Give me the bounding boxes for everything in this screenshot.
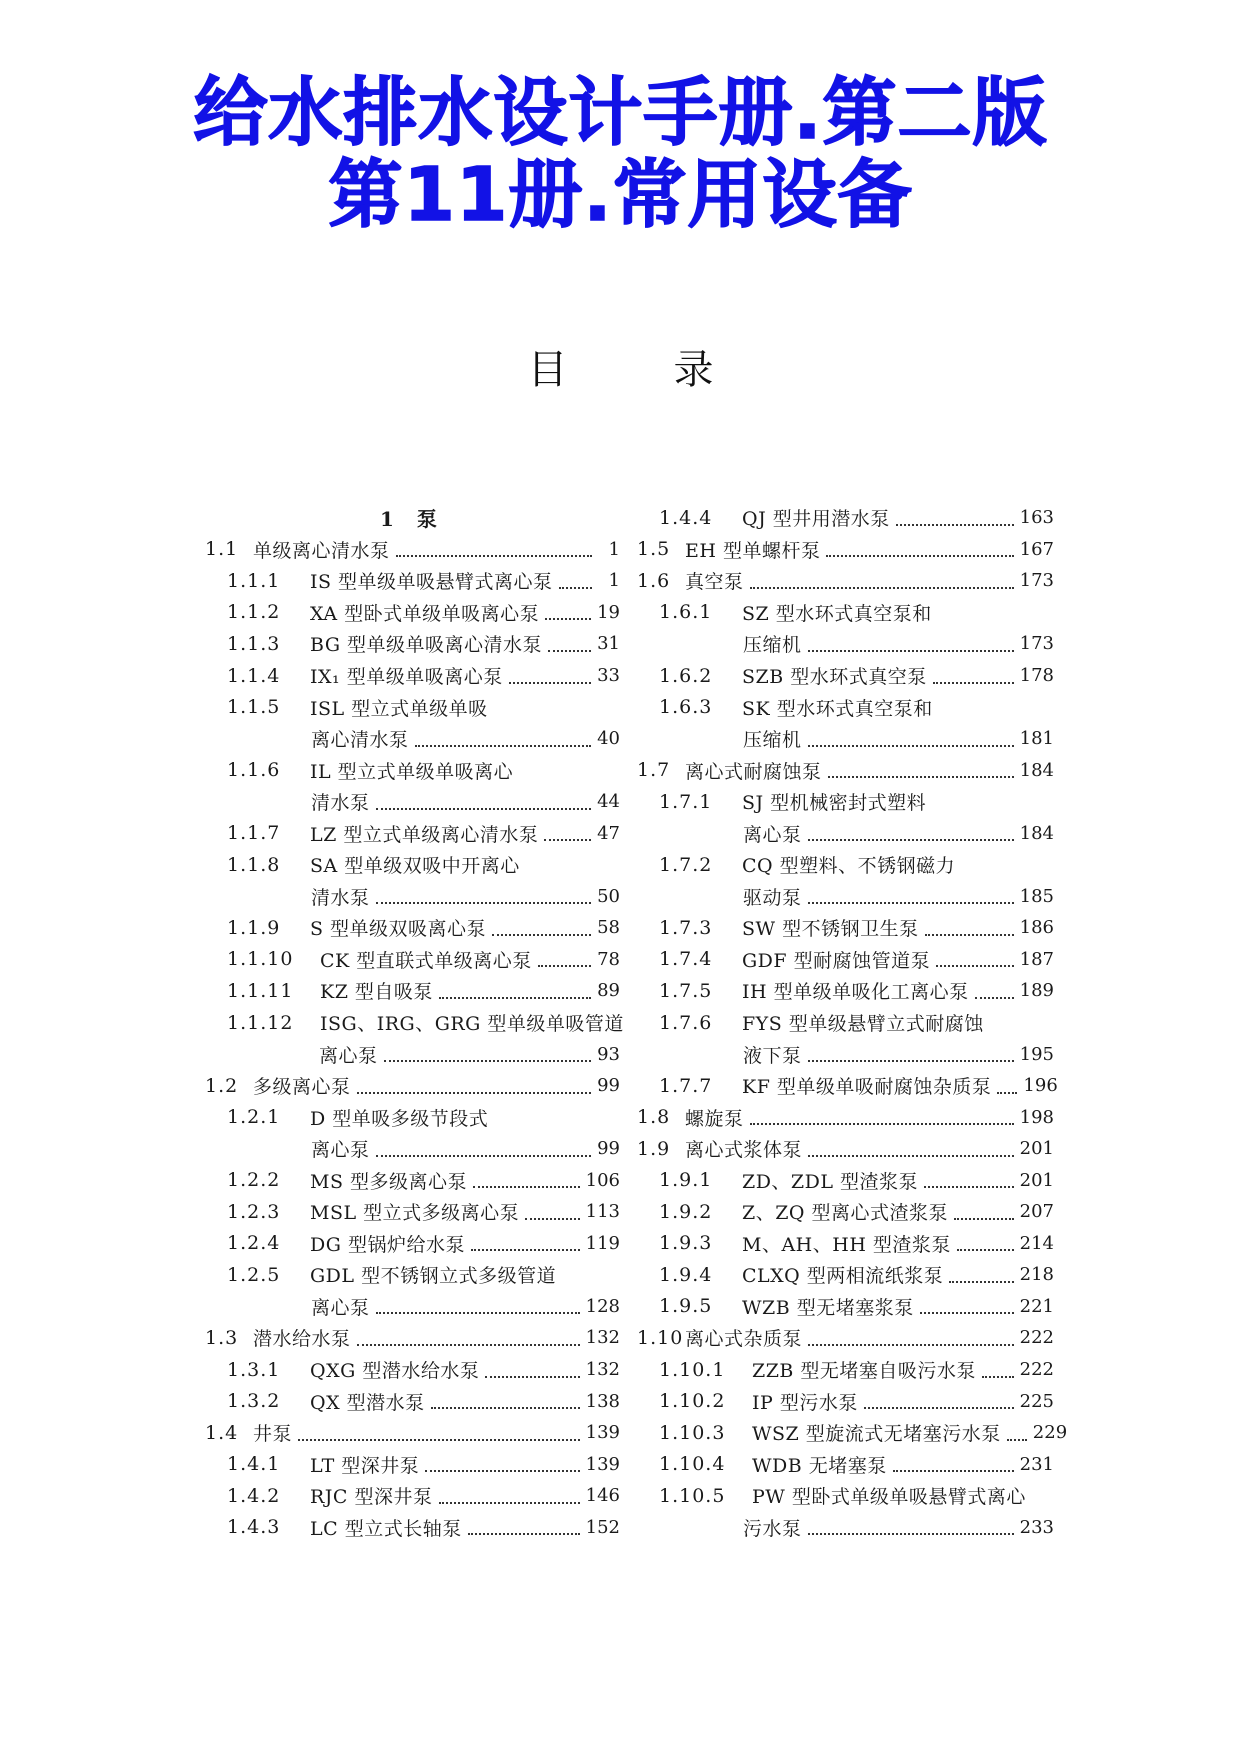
toc-entry[interactable]: [205, 1417, 620, 1449]
toc-entry[interactable]: [205, 628, 620, 660]
toc-entry-title: 污水泵: [743, 1517, 802, 1540]
toc-entry-title: 离心清水泵: [311, 729, 409, 752]
toc-entry-number: 1.9.2: [659, 1200, 713, 1223]
toc-entry[interactable]: [205, 817, 620, 849]
toc-entry-number: 1.6.1: [659, 601, 713, 624]
toc-entry-title: SA 型单级双吸中开离心: [310, 855, 520, 878]
toc-entry-continuation[interactable]: [637, 817, 1054, 849]
toc-entry[interactable]: [637, 1385, 1054, 1417]
toc-entry-number: 1.7: [637, 759, 671, 782]
toc-page-number: 222: [1019, 1359, 1054, 1381]
toc-leader-dots: [509, 672, 591, 684]
toc-entry-title: SW 型不锈钢卫生泵: [742, 918, 919, 941]
toc-entry-title: 离心式杂质泵: [685, 1328, 803, 1351]
toc-entry[interactable]: [637, 1354, 1054, 1386]
toc-entry-title: GDF 型耐腐蚀管道泵: [742, 949, 931, 972]
toc-page-number: 47: [597, 822, 620, 844]
toc-entry-title: WSZ 型旋流式无堵塞污水泵: [752, 1423, 1001, 1446]
toc-leader-dots: [538, 955, 591, 967]
toc-leader-dots: [808, 640, 1014, 652]
toc-page-number: 221: [1019, 1295, 1054, 1317]
toc-page-number: 1: [608, 570, 620, 592]
toc-leader-dots: [920, 1302, 1014, 1314]
toc-entry[interactable]: [637, 912, 1054, 944]
toc-leader-dots: [808, 1050, 1014, 1062]
book-title: [0, 72, 1241, 236]
toc-entry-number: 1.1: [205, 538, 239, 561]
toc-entry-continuation[interactable]: [637, 1038, 1054, 1070]
toc-page-number: 185: [1019, 885, 1054, 907]
toc-leader-dots: [808, 735, 1014, 747]
toc-entry-number: 1.7.7: [659, 1074, 713, 1097]
toc-leader-dots: [559, 577, 592, 589]
toc-entry-title: SK 型水环式真空泵和: [742, 697, 933, 720]
toc-leader-dots: [864, 1397, 1014, 1409]
toc-entry-continuation[interactable]: [205, 1038, 620, 1070]
toc-entry-title: 真空泵: [685, 571, 744, 594]
toc-entry-title: CLXQ 型两相流纸浆泵: [742, 1265, 944, 1288]
toc-leader-dots: [893, 1460, 1014, 1472]
toc-page-number: 89: [597, 980, 620, 1002]
toc-page-number: 31: [597, 633, 620, 655]
toc-entry[interactable]: [637, 1070, 1058, 1102]
toc-entry[interactable]: [205, 975, 620, 1007]
toc-leader-dots: [384, 1050, 592, 1062]
toc-leader-dots: [548, 640, 591, 652]
toc-page-number: 189: [1019, 980, 1054, 1002]
toc-entry-number: 1.3: [205, 1326, 239, 1349]
toc-entry-title: MSL 型立式多级离心泵: [310, 1202, 520, 1225]
toc-entry[interactable]: [637, 597, 1054, 629]
toc-page-number: 187: [1019, 948, 1054, 970]
toc-entry[interactable]: [637, 502, 1054, 534]
toc-entry[interactable]: [637, 975, 1054, 1007]
toc-entry-title: 井泵: [253, 1423, 293, 1446]
toc-page-number: 138: [585, 1390, 620, 1412]
toc-page-number: 1: [608, 538, 620, 560]
toc-entry[interactable]: [205, 1448, 620, 1480]
toc-entry-title: 离心式浆体泵: [685, 1139, 803, 1162]
toc-entry-title: ZD、ZDL 型渣浆泵: [742, 1170, 919, 1193]
toc-entry[interactable]: [637, 1164, 1054, 1196]
toc-entry[interactable]: [637, 1196, 1054, 1228]
toc-entry-number: 1.7.3: [659, 916, 713, 939]
toc-entry-number: 1.1.2: [227, 601, 281, 624]
toc-entry[interactable]: [205, 912, 620, 944]
toc-page-number: 184: [1019, 759, 1054, 781]
toc-entry-title: PW 型卧式单级单吸悬臂式离心: [752, 1486, 1026, 1509]
toc-page-number: 201: [1019, 1169, 1054, 1191]
toc-page-number: 99: [597, 1075, 620, 1097]
toc-leader-dots: [1007, 1429, 1027, 1441]
toc-page-number: 186: [1019, 917, 1054, 939]
toc-entry[interactable]: [205, 1259, 620, 1291]
toc-entry-number: 1.10.4: [659, 1453, 726, 1476]
toc-leader-dots: [357, 1082, 592, 1094]
toc-entry-title: IH 型单级单吸化工离心泵: [742, 981, 969, 1004]
toc-entry-title: RJC 型深井泵: [310, 1486, 433, 1509]
toc-page-number: 214: [1019, 1232, 1054, 1254]
toc-entry-number: 1.5: [637, 538, 671, 561]
toc-entry-number: 1.1.3: [227, 632, 281, 655]
toc-entry[interactable]: [637, 1228, 1054, 1260]
toc-entry-title: 清水泵: [311, 792, 370, 815]
toc-entry-title: IP 型污水泵: [752, 1391, 858, 1414]
toc-entry-number: 1.2.2: [227, 1169, 281, 1192]
toc-page-number: 222: [1019, 1327, 1054, 1349]
toc-entry-number: 1.7.1: [659, 790, 713, 813]
toc-entry-title: QXG 型潜水给水泵: [310, 1360, 480, 1383]
toc-leader-dots: [949, 1271, 1013, 1283]
toc-entry-title: SJ 型机械密封式塑料: [742, 792, 927, 815]
toc-entry-number: 1.9.5: [659, 1295, 713, 1318]
toc-entry-number: 1.3.2: [227, 1390, 281, 1413]
toc-page-number: 181: [1019, 728, 1054, 750]
toc-entry-title: IX₁ 型单级单吸离心泵: [310, 666, 503, 688]
toc-entry-number: 1.2.3: [227, 1200, 281, 1223]
toc-entry-title: GDL 型不锈钢立式多级管道: [310, 1265, 557, 1288]
toc-leader-dots: [396, 545, 592, 557]
toc-entry[interactable]: [637, 786, 1054, 818]
toc-entry-number: 1.10.3: [659, 1421, 726, 1444]
toc-page-number: 106: [585, 1169, 620, 1191]
toc-entry-number: 1.9: [637, 1137, 671, 1160]
toc-entry-continuation[interactable]: [637, 723, 1054, 755]
toc-entry-number: 1.6.3: [659, 696, 713, 719]
toc-entry-number: 1.10.1: [659, 1358, 726, 1381]
toc-entry-number: 1.4.3: [227, 1516, 281, 1539]
toc-leader-dots: [925, 924, 1014, 936]
toc-page-number: 99: [597, 1138, 620, 1160]
toc-leader-dots: [808, 1334, 1014, 1346]
toc-entry-title: CK 型直联式单级离心泵: [320, 949, 532, 972]
toc-entry[interactable]: [637, 849, 1054, 881]
toc-page-number: 207: [1019, 1201, 1054, 1223]
toc-leader-dots: [828, 766, 1014, 778]
toc-entry[interactable]: [205, 1007, 624, 1039]
toc-entry-number: 1.10.2: [659, 1390, 726, 1413]
toc-leader-dots: [808, 1523, 1014, 1535]
toc-entry-continuation[interactable]: [637, 628, 1054, 660]
toc-entry[interactable]: [637, 660, 1054, 692]
toc-entry-continuation[interactable]: [205, 881, 620, 913]
toc-entry-title: 单级离心清水泵: [253, 539, 390, 562]
toc-leader-dots: [376, 1302, 580, 1314]
toc-entry-title: SZB 型水环式真空泵: [742, 666, 927, 688]
toc-page-number: 225: [1019, 1390, 1054, 1412]
toc-leader-dots: [376, 892, 592, 904]
toc-page-number: 128: [585, 1295, 620, 1317]
toc-leader-dots: [545, 608, 591, 620]
toc-page-number: 167: [1019, 538, 1054, 560]
toc-entry-title: 离心泵: [319, 1044, 378, 1067]
toc-entry-number: 1.7.4: [659, 948, 713, 971]
toc-leader-dots: [439, 987, 591, 999]
toc-entry-number: 1.2.4: [227, 1232, 281, 1255]
toc-leader-dots: [750, 1113, 1014, 1125]
toc-entry-number: 1.8: [637, 1106, 671, 1129]
toc-entry-title: S 型单级双吸离心泵: [310, 918, 487, 941]
toc-entry-title: 离心式耐腐蚀泵: [685, 760, 822, 783]
toc-entry-number: 1.1.4: [227, 664, 281, 687]
toc-leader-dots: [896, 514, 1014, 526]
toc-entry-title: 离心泵: [311, 1296, 370, 1319]
toc-entry-title: MS 型多级离心泵: [310, 1170, 468, 1193]
toc-entry-title: QJ 型井用潜水泵: [742, 508, 890, 531]
toc-page-number: 113: [585, 1201, 620, 1223]
toc-entry-number: 1.9.3: [659, 1232, 713, 1255]
toc-entry-continuation[interactable]: [637, 1512, 1054, 1544]
toc-entry[interactable]: [637, 1101, 1054, 1133]
toc-page-number: 139: [585, 1453, 620, 1475]
toc-entry-title: 压缩机: [743, 634, 802, 657]
toc-entry-title: 液下泵: [743, 1044, 802, 1067]
toc-entry[interactable]: [637, 1322, 1054, 1354]
toc-page-number: 173: [1019, 570, 1054, 592]
toc-entry-number: 1.1.10: [227, 948, 294, 971]
toc-leader-dots: [525, 1208, 580, 1220]
toc-page-number: 132: [585, 1359, 620, 1381]
toc-entry-number: 1.2.1: [227, 1106, 281, 1129]
toc-leader-dots: [431, 1397, 580, 1409]
toc-entry[interactable]: [637, 1480, 1054, 1512]
toc-entry-title: LC 型立式长轴泵: [310, 1517, 462, 1540]
toc-entry[interactable]: [205, 1070, 620, 1102]
toc-page-number: 44: [597, 791, 620, 813]
toc-leader-dots: [936, 955, 1014, 967]
toc-entry-number: 1.9.4: [659, 1263, 713, 1286]
toc-chapter-heading: [205, 502, 620, 534]
toc-entry-number: 1.1.11: [227, 979, 294, 1002]
toc-page-number: 146: [585, 1485, 620, 1507]
toc-entry-title: QX 型潜水泵: [310, 1391, 425, 1414]
toc-entry-continuation[interactable]: [637, 881, 1054, 913]
toc-entry-continuation[interactable]: [205, 1291, 620, 1323]
toc-entry-number: 1.9.1: [659, 1169, 713, 1192]
toc-leader-dots: [298, 1429, 580, 1441]
toc-right-column: [637, 502, 1068, 1543]
toc-entry-number: 1.4.1: [227, 1453, 281, 1476]
toc-entry-number: 1.1.9: [227, 916, 281, 939]
toc-page-number: 78: [597, 948, 620, 970]
toc-page-number: 40: [597, 728, 620, 750]
toc-entry[interactable]: [205, 534, 620, 566]
toc-entry[interactable]: [205, 1164, 620, 1196]
toc-entry-title: CQ 型塑料、不锈钢磁力: [742, 855, 956, 878]
toc-entry[interactable]: [637, 1291, 1054, 1323]
toc-page-number: 195: [1019, 1043, 1054, 1065]
toc-entry[interactable]: [637, 754, 1054, 786]
toc-page-number: 50: [597, 885, 620, 907]
toc-entry-title: M、AH、HH 型渣浆泵: [742, 1233, 951, 1256]
toc-entry-title: LZ 型立式单级离心清水泵: [310, 823, 539, 846]
toc-entry[interactable]: [205, 1228, 620, 1260]
toc-entry[interactable]: [637, 1007, 1054, 1039]
toc-leader-dots: [376, 798, 592, 810]
toc-entry-number: 1.2: [205, 1074, 239, 1097]
toc-entry-title: WZB 型无堵塞浆泵: [742, 1296, 914, 1319]
toc-heading-char: 录: [673, 347, 714, 393]
toc-entry[interactable]: [205, 1385, 620, 1417]
toc-entry[interactable]: [637, 1417, 1068, 1449]
toc-entry-number: 1.4: [205, 1421, 239, 1444]
toc-entry[interactable]: [205, 754, 620, 786]
toc-entry-number: 1.1.1: [227, 569, 281, 592]
toc-page-number: 198: [1019, 1106, 1054, 1128]
toc-page-number: 229: [1032, 1422, 1068, 1444]
toc-entry[interactable]: [205, 1101, 620, 1133]
toc-entry-title: Z、ZQ 型离心式渣浆泵: [742, 1202, 949, 1225]
toc-entry-title: 离心泵: [743, 823, 802, 846]
toc-leader-dots: [924, 1176, 1014, 1188]
toc-entry[interactable]: [637, 691, 1054, 723]
toc-entry-number: 1.6: [637, 569, 671, 592]
toc-leader-dots: [997, 1082, 1017, 1094]
toc-entry-title: DG 型锅炉给水泵: [310, 1233, 465, 1256]
toc-page-number: 119: [585, 1232, 620, 1254]
toc-leader-dots: [808, 1145, 1014, 1157]
toc-leader-dots: [982, 1366, 1014, 1378]
toc-entry[interactable]: [637, 1448, 1054, 1480]
toc-entry-title: 螺旋泵: [685, 1107, 744, 1130]
toc-entry-number: 1.1.6: [227, 759, 281, 782]
toc-page-number: 201: [1019, 1138, 1054, 1160]
book-title-line2: 第11册.常用设备: [328, 152, 913, 238]
toc-leader-dots: [471, 1239, 580, 1251]
toc-entry-title: EH 型单螺杆泵: [685, 539, 821, 562]
toc-entry[interactable]: [205, 1480, 620, 1512]
toc-entry-number: 1.1.12: [227, 1011, 294, 1034]
toc-entry-number: 1.6.2: [659, 664, 713, 687]
toc-entry[interactable]: [205, 1354, 620, 1386]
toc-entry-title: 清水泵: [311, 886, 370, 909]
toc-entry-title: 离心泵: [311, 1139, 370, 1162]
toc-entry-number: 1.1.7: [227, 822, 281, 845]
toc-entry-number: 1.3.1: [227, 1358, 281, 1381]
toc-leader-dots: [468, 1523, 580, 1535]
toc-entry-number: 1.4.2: [227, 1484, 281, 1507]
toc-entry[interactable]: [637, 565, 1054, 597]
toc-entry-title: FYS 型单级悬臂立式耐腐蚀: [742, 1013, 984, 1036]
toc-page-number: 33: [597, 665, 620, 686]
toc-left-column: [205, 502, 624, 1543]
toc-leader-dots: [808, 829, 1014, 841]
toc-entry[interactable]: [205, 565, 620, 597]
toc-entry-title: 驱动泵: [743, 886, 802, 909]
toc-leader-dots: [933, 672, 1014, 684]
toc-entry-title: LT 型深井泵: [310, 1454, 420, 1477]
toc-entry-title: 潜水给水泵: [253, 1328, 351, 1351]
toc-page-number: 178: [1019, 665, 1054, 686]
toc-entry-number: 1.2.5: [227, 1263, 281, 1286]
toc-entry-title: BG 型单级单吸离心清水泵: [310, 634, 543, 657]
toc-leader-dots: [750, 577, 1014, 589]
toc-page-number: 58: [597, 917, 620, 939]
toc-entry[interactable]: [205, 597, 620, 629]
toc-entry-continuation[interactable]: [205, 723, 620, 755]
toc-leader-dots: [808, 892, 1014, 904]
toc-entry-title: XA 型卧式单级单吸离心泵: [310, 602, 540, 625]
toc-entry-title: ZZB 型无堵塞自吸污水泵: [752, 1360, 976, 1383]
toc-leader-dots: [439, 1492, 580, 1504]
toc-entry-number: 1.10: [637, 1326, 684, 1349]
toc-heading-char: 目: [527, 347, 568, 393]
toc-leader-dots: [415, 735, 592, 747]
toc-page-number: 19: [597, 601, 620, 623]
toc-entry-number: 1.1.8: [227, 853, 281, 876]
toc-entry-number: 1.10.5: [659, 1484, 726, 1507]
toc-page-number: 93: [597, 1043, 620, 1065]
toc-entry-title: ISG、IRG、GRG 型单级单吸管道: [320, 1013, 624, 1036]
toc-page-number: 184: [1019, 822, 1054, 844]
toc-entry-number: 1.4.4: [659, 506, 713, 529]
toc-leader-dots: [492, 924, 591, 936]
toc-entry-title: WDB 无堵塞泵: [752, 1454, 887, 1477]
toc-page-number: 233: [1019, 1516, 1054, 1538]
toc-page-number: 132: [585, 1327, 620, 1349]
toc-leader-dots: [975, 987, 1014, 999]
toc-page-number: 196: [1023, 1075, 1058, 1097]
toc-entry[interactable]: [205, 849, 620, 881]
toc-leader-dots: [473, 1176, 580, 1188]
toc-leader-dots: [957, 1239, 1014, 1251]
toc-entry-title: 多级离心泵: [253, 1076, 351, 1099]
toc-entry[interactable]: [205, 944, 620, 976]
toc-leader-dots: [425, 1460, 579, 1472]
toc-entry-title: D 型单吸多级节段式: [310, 1107, 489, 1130]
toc-entry[interactable]: [205, 1322, 620, 1354]
toc-entry-number: 1.7.2: [659, 853, 713, 876]
toc-entry[interactable]: [205, 1512, 620, 1544]
toc-entry[interactable]: [637, 944, 1054, 976]
toc-entry-title: KZ 型自吸泵: [320, 981, 433, 1004]
toc-page-number: 139: [585, 1422, 620, 1444]
toc-leader-dots: [376, 1145, 592, 1157]
toc-entry[interactable]: [205, 660, 620, 692]
toc-chapter-title: 1 泵: [380, 507, 445, 532]
toc-entry[interactable]: [205, 1196, 620, 1228]
toc-entry-continuation[interactable]: [205, 786, 620, 818]
toc-entry-number: 1.7.6: [659, 1011, 713, 1034]
toc-page-number: 152: [585, 1516, 620, 1538]
toc-entry-number: 1.7.5: [659, 979, 713, 1002]
toc-entry-title: KF 型单级单吸耐腐蚀杂质泵: [742, 1076, 992, 1099]
toc-leader-dots: [485, 1366, 579, 1378]
toc-leader-dots: [826, 545, 1013, 557]
toc-page-number: 218: [1019, 1264, 1054, 1286]
toc-entry[interactable]: [637, 1259, 1054, 1291]
toc-entry-title: SZ 型水环式真空泵和: [742, 602, 932, 625]
toc-entry[interactable]: [637, 534, 1054, 566]
toc-heading: [0, 338, 1241, 395]
book-title-line1: 给水排水设计手册.第二版: [193, 70, 1048, 156]
toc-page-number: 163: [1019, 507, 1054, 529]
toc-entry-continuation[interactable]: [205, 1133, 620, 1165]
toc-leader-dots: [544, 829, 591, 841]
toc-entry-title: IL 型立式单级单吸离心: [310, 760, 514, 783]
toc-page-number: 231: [1019, 1453, 1054, 1475]
toc-entry-title: ISL 型立式单级单吸: [310, 697, 488, 720]
toc-entry-number: 1.1.5: [227, 696, 281, 719]
toc-page-number: 173: [1019, 633, 1054, 655]
toc-entry-title: IS 型单级单吸悬臂式离心泵: [310, 571, 553, 594]
toc-leader-dots: [357, 1334, 580, 1346]
toc-entry[interactable]: [637, 1133, 1054, 1165]
toc-entry[interactable]: [205, 691, 620, 723]
toc-leader-dots: [954, 1208, 1014, 1220]
toc-entry-title: 压缩机: [743, 729, 802, 752]
